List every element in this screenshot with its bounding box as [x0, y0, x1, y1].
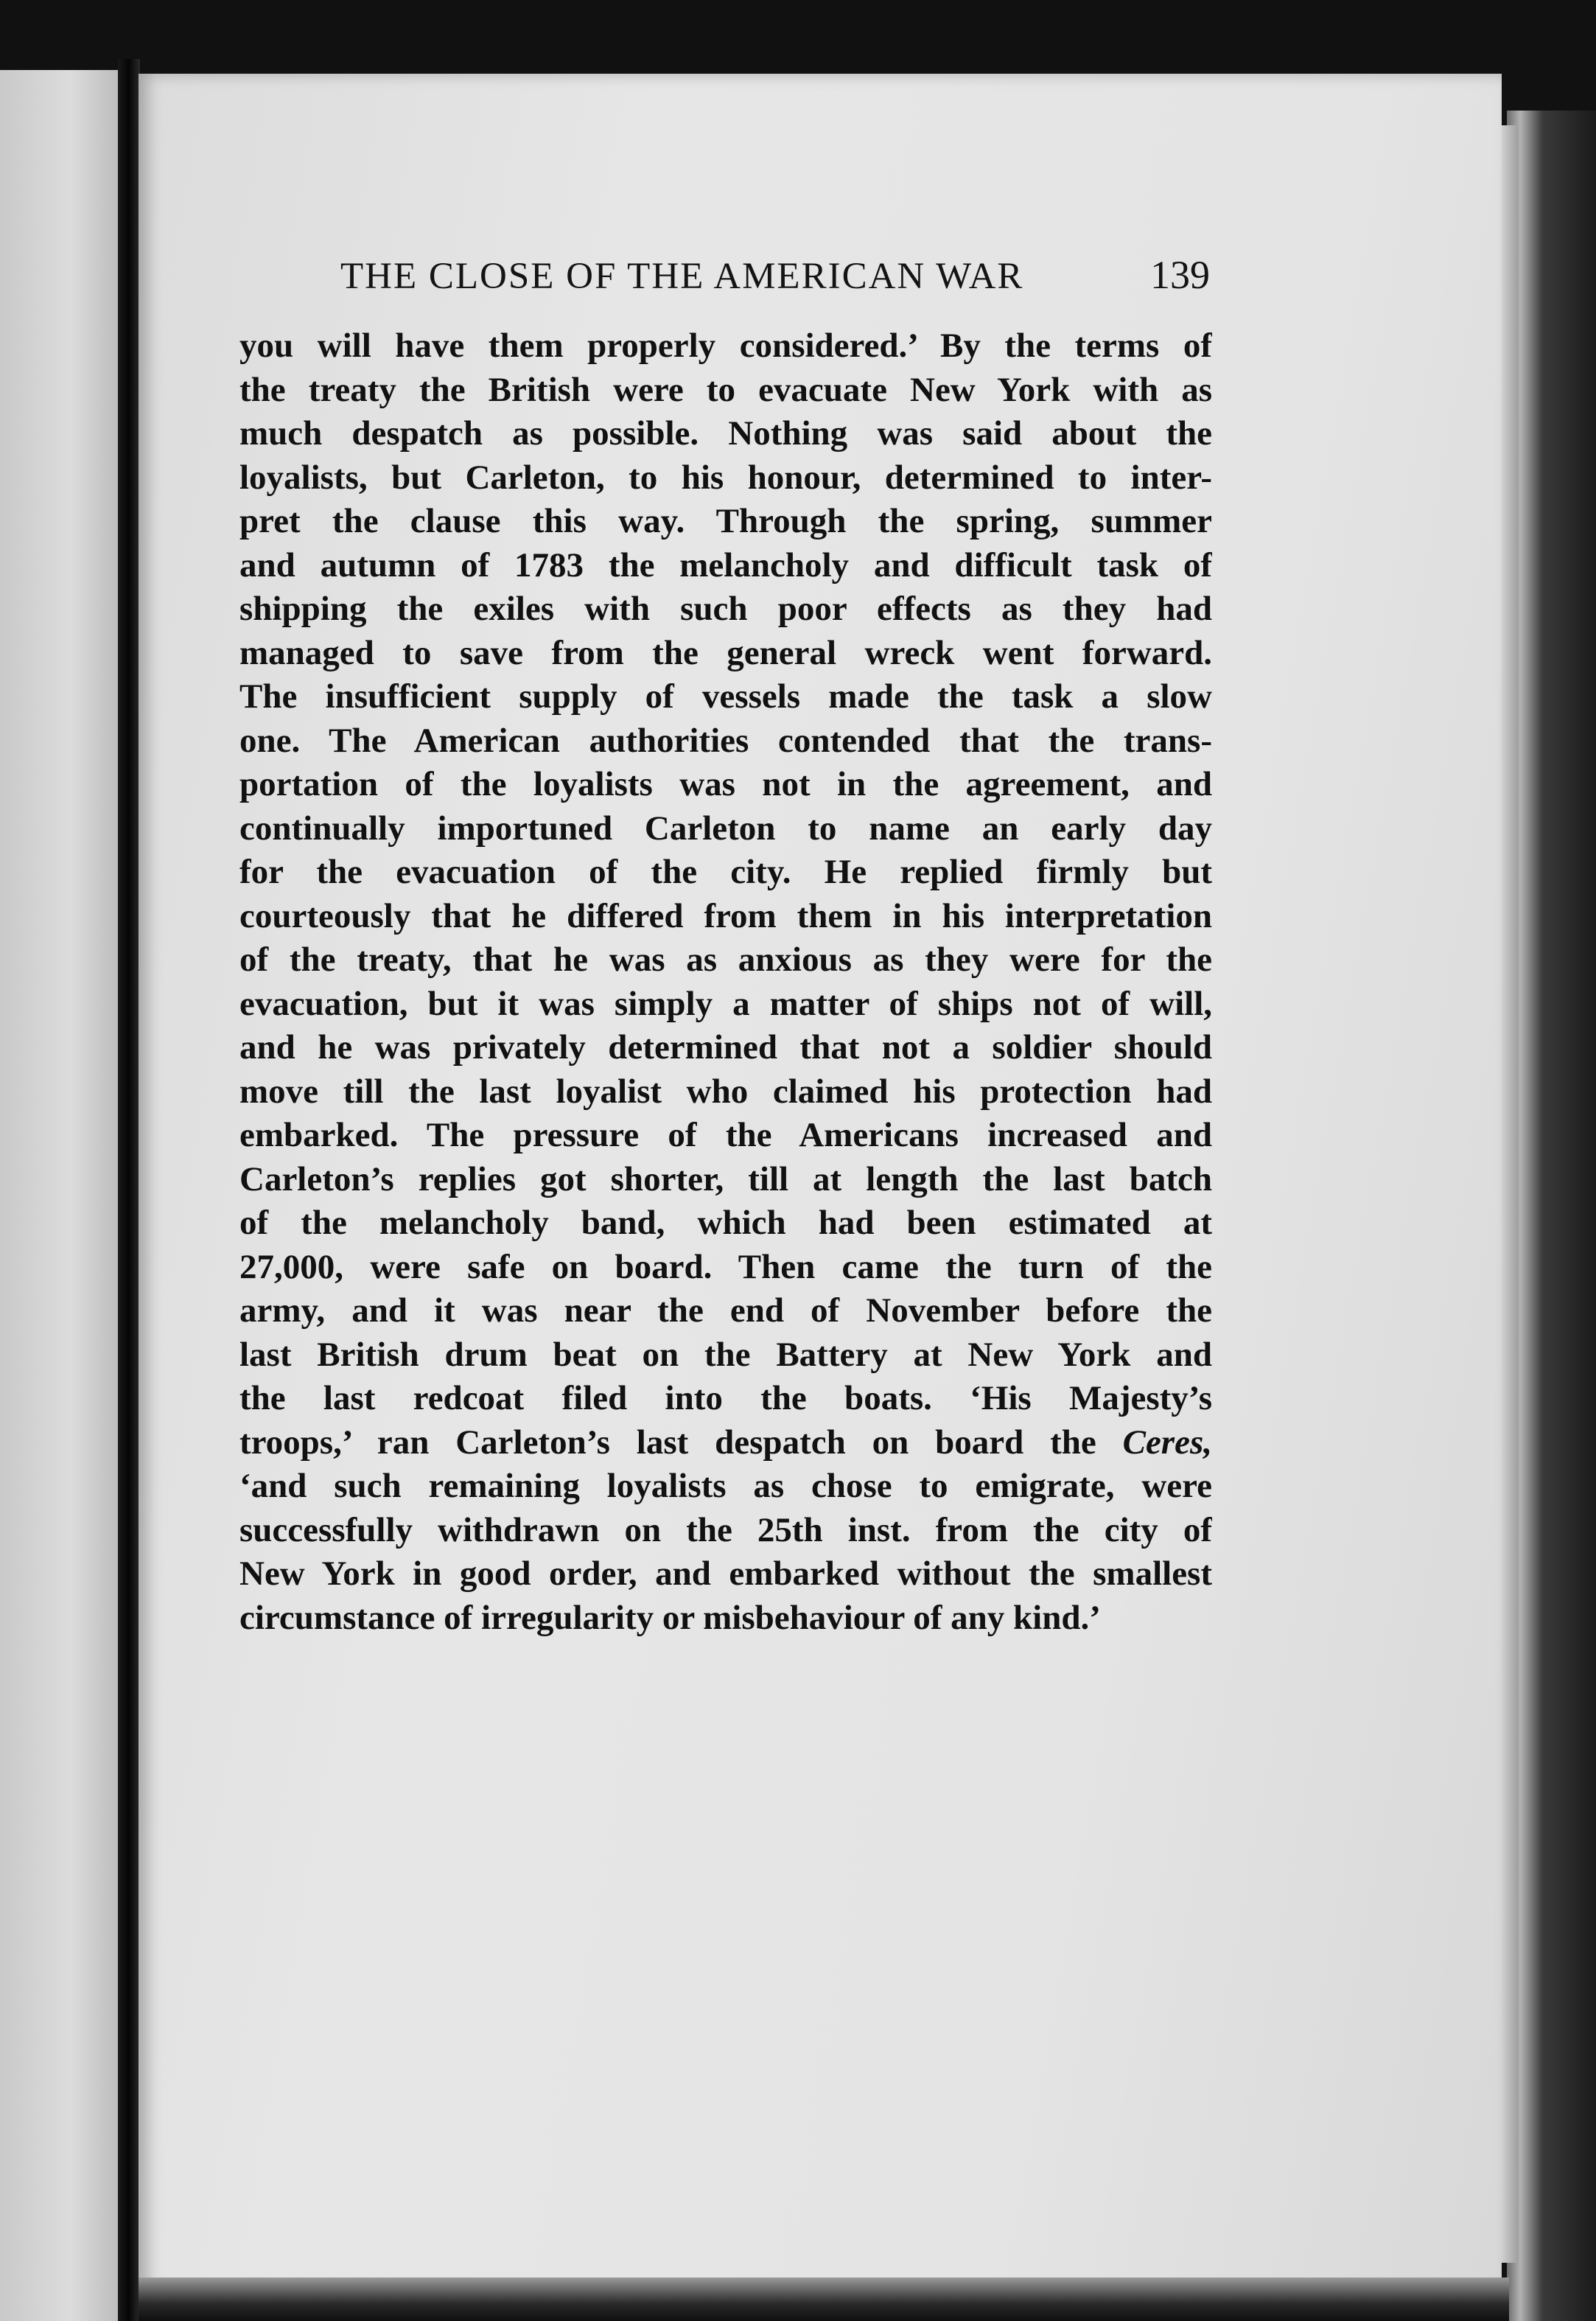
text-line: loyalists, but Carleton, to his honour, determined to inter- [239, 458, 1212, 497]
text-line: you will have them properly considered.’ By the terms of [239, 327, 1212, 365]
text-line: continually importuned Carleton to name an early day [239, 809, 1212, 848]
text-line: and he was privately determined that not a soldier should [239, 1028, 1212, 1067]
text-line-ceres-start: troops,’ ran Carleton’s last despatch on board the [239, 1423, 1096, 1462]
text-line: successfully withdrawn on the 25th inst. from the city of [239, 1510, 1212, 1549]
text-line: last British drum beat on the Battery at New York and [239, 1335, 1212, 1374]
text-line: 27,000, were safe on board. Then came the turn of the [239, 1247, 1212, 1286]
text-line: ‘and such remaining loyalists as chose to emigrate, were [239, 1467, 1212, 1505]
book-gutter [118, 59, 140, 2321]
facing-page-edge [0, 70, 118, 2321]
text-line: embarked. The pressure of the Americans increased and [239, 1116, 1212, 1154]
text-line: of the treaty, that he was as anxious as they were for the [239, 940, 1212, 979]
body-text [239, 324, 1212, 1640]
page-bottom-edge [139, 2278, 1509, 2321]
text-line: Carleton’s replies got shorter, till at length the last batch [239, 1159, 1212, 1198]
text-line: The insufficient supply of vessels made the task a slow [239, 677, 1212, 716]
running-head [340, 252, 1210, 311]
text-line: portation of the loyalists was not in the agreement, and [239, 765, 1212, 803]
text-line: move till the last loyalist who claimed his protection had [239, 1072, 1212, 1111]
text-line: courteously that he differed from them in his interpretation [239, 896, 1212, 935]
text-line: of the melancholy band, which had been estimated at [239, 1204, 1212, 1242]
text-line: army, and it was near the end of November before the [239, 1291, 1212, 1330]
text-line-last: circumstance of irregularity or misbehaviour of any kind.’ [239, 1598, 1101, 1637]
text-line: much despatch as possible. Nothing was said about the [239, 414, 1212, 453]
text-line: New York in good order, and embarked without the smallest [239, 1554, 1212, 1593]
page-block-edge [1507, 111, 1596, 2321]
text-line-ceres [239, 1421, 1212, 1465]
page-number: 139 [1150, 253, 1210, 297]
text-line: the treaty the British were to evacuate New York with as [239, 370, 1212, 409]
text-line: and autumn of 1783 the melancholy and difficult task of [239, 545, 1212, 584]
text-line: shipping the exiles with such poor effects as they had [239, 590, 1212, 628]
text-line: one. The American authorities contended that the trans- [239, 721, 1212, 760]
text-line: pret the clause this way. Through the spring, summer [239, 502, 1212, 540]
text-line: evacuation, but it was simply a matter of ships not of will, [239, 984, 1212, 1023]
text-line: managed to save from the general wreck went forward. [239, 633, 1212, 672]
text-lines-block [239, 324, 1212, 1421]
ship-name: Ceres, [1122, 1423, 1212, 1462]
text-line: for the evacuation of the city. He replied firmly but [239, 853, 1212, 891]
chapter-title: THE CLOSE OF THE AMERICAN WAR [340, 256, 1024, 297]
text-line: the last redcoat filed into the boats. ‘His Majesty’s [239, 1379, 1212, 1417]
text-lines-block-after [239, 1465, 1212, 1596]
